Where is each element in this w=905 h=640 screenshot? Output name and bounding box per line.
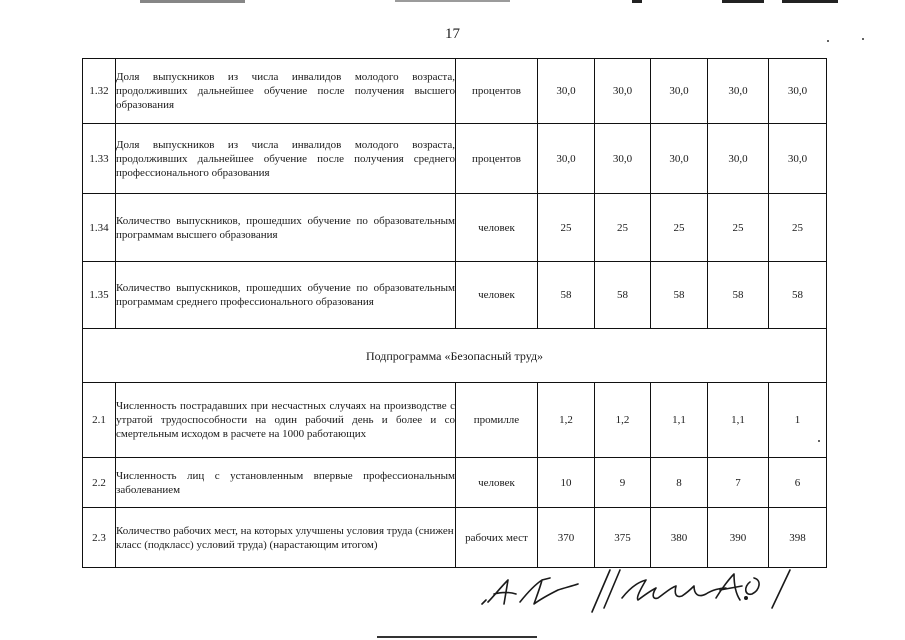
value-cell: 30,0 — [538, 124, 595, 194]
scan-speck — [862, 38, 864, 40]
value-cell: 30,0 — [769, 124, 827, 194]
value-cell: 30,0 — [651, 59, 708, 124]
row-number: 2.3 — [83, 508, 116, 568]
indicators-table — [82, 58, 827, 568]
value-cell: 1,1 — [708, 383, 769, 458]
value-cell: 30,0 — [769, 59, 827, 124]
row-number: 2.1 — [83, 383, 116, 458]
value-cell: 370 — [538, 508, 595, 568]
indicator-text: Количество выпускников, прошедших обучение по образовательным программам среднего профессионального образования — [116, 262, 456, 329]
row-number: 1.32 — [83, 59, 116, 124]
indicator-text: Доля выпускников из числа инвалидов молодого возраста, продолживших дальнейшее обучение после получения высшего образования — [116, 59, 456, 124]
unit-cell: процентов — [456, 124, 538, 194]
value-cell: 25 — [769, 194, 827, 262]
value-cell: 30,0 — [595, 124, 651, 194]
value-cell: 30,0 — [595, 59, 651, 124]
scan-speck — [827, 40, 829, 42]
scan-artifact-line — [140, 0, 245, 3]
section-header-row — [83, 329, 827, 383]
value-cell: 398 — [769, 508, 827, 568]
table-row — [83, 262, 827, 329]
row-number: 1.35 — [83, 262, 116, 329]
indicator-text: Количество рабочих мест, на которых улучшены условия труда (снижен класс (подкласс) условий труда) (нарастающим итогом) — [116, 508, 456, 568]
scan-artifact-line — [395, 0, 510, 2]
value-cell: 25 — [708, 194, 769, 262]
value-cell: 30,0 — [538, 59, 595, 124]
indicator-text: Численность лиц с установленным впервые профессиональным заболеванием — [116, 458, 456, 508]
unit-cell: процентов — [456, 59, 538, 124]
scan-artifact-line — [782, 0, 838, 3]
section-title: Подпрограмма «Безопасный труд» — [83, 329, 827, 383]
unit-cell: человек — [456, 262, 538, 329]
value-cell: 58 — [538, 262, 595, 329]
value-cell: 25 — [595, 194, 651, 262]
value-cell: 6 — [769, 458, 827, 508]
value-cell: 30,0 — [708, 124, 769, 194]
row-number: 1.34 — [83, 194, 116, 262]
unit-cell: человек — [456, 458, 538, 508]
page-number: 17 — [445, 26, 460, 42]
unit-cell: рабочих мест — [456, 508, 538, 568]
value-cell: 380 — [651, 508, 708, 568]
scan-artifact-line — [632, 0, 642, 3]
value-cell: 58 — [708, 262, 769, 329]
value-cell: 390 — [708, 508, 769, 568]
unit-cell: человек — [456, 194, 538, 262]
value-cell: 9 — [595, 458, 651, 508]
value-cell: 1,1 — [651, 383, 708, 458]
unit-cell: промилле — [456, 383, 538, 458]
value-cell: 58 — [651, 262, 708, 329]
indicator-text: Численность пострадавших при несчастных случаях на производстве с утратой трудоспособности на один рабочий день и более и со смертельным исходом в расчете на 1000 работающих — [116, 383, 456, 458]
scan-artifact-line — [722, 0, 764, 3]
row-number: 2.2 — [83, 458, 116, 508]
value-cell: 1 — [769, 383, 827, 458]
table-row — [83, 124, 827, 194]
table-row — [83, 194, 827, 262]
scan-artifact-line — [377, 636, 537, 638]
value-cell: 25 — [538, 194, 595, 262]
value-cell: 30,0 — [651, 124, 708, 194]
indicator-text: Доля выпускников из числа инвалидов молодого возраста, продолживших дальнейшее обучение после получения среднего профессионального образования — [116, 124, 456, 194]
table-row — [83, 59, 827, 124]
value-cell: 8 — [651, 458, 708, 508]
handwritten-signature — [480, 564, 800, 624]
table-row — [83, 458, 827, 508]
table-row — [83, 508, 827, 568]
value-cell: 10 — [538, 458, 595, 508]
indicator-text: Количество выпускников, прошедших обучение по образовательным программам высшего образования — [116, 194, 456, 262]
value-cell: 25 — [651, 194, 708, 262]
value-cell: 1,2 — [595, 383, 651, 458]
value-cell: 1,2 — [538, 383, 595, 458]
value-cell: 58 — [595, 262, 651, 329]
value-cell: 30,0 — [708, 59, 769, 124]
value-cell: 375 — [595, 508, 651, 568]
row-number: 1.33 — [83, 124, 116, 194]
table-row — [83, 383, 827, 458]
value-cell: 7 — [708, 458, 769, 508]
value-cell: 58 — [769, 262, 827, 329]
